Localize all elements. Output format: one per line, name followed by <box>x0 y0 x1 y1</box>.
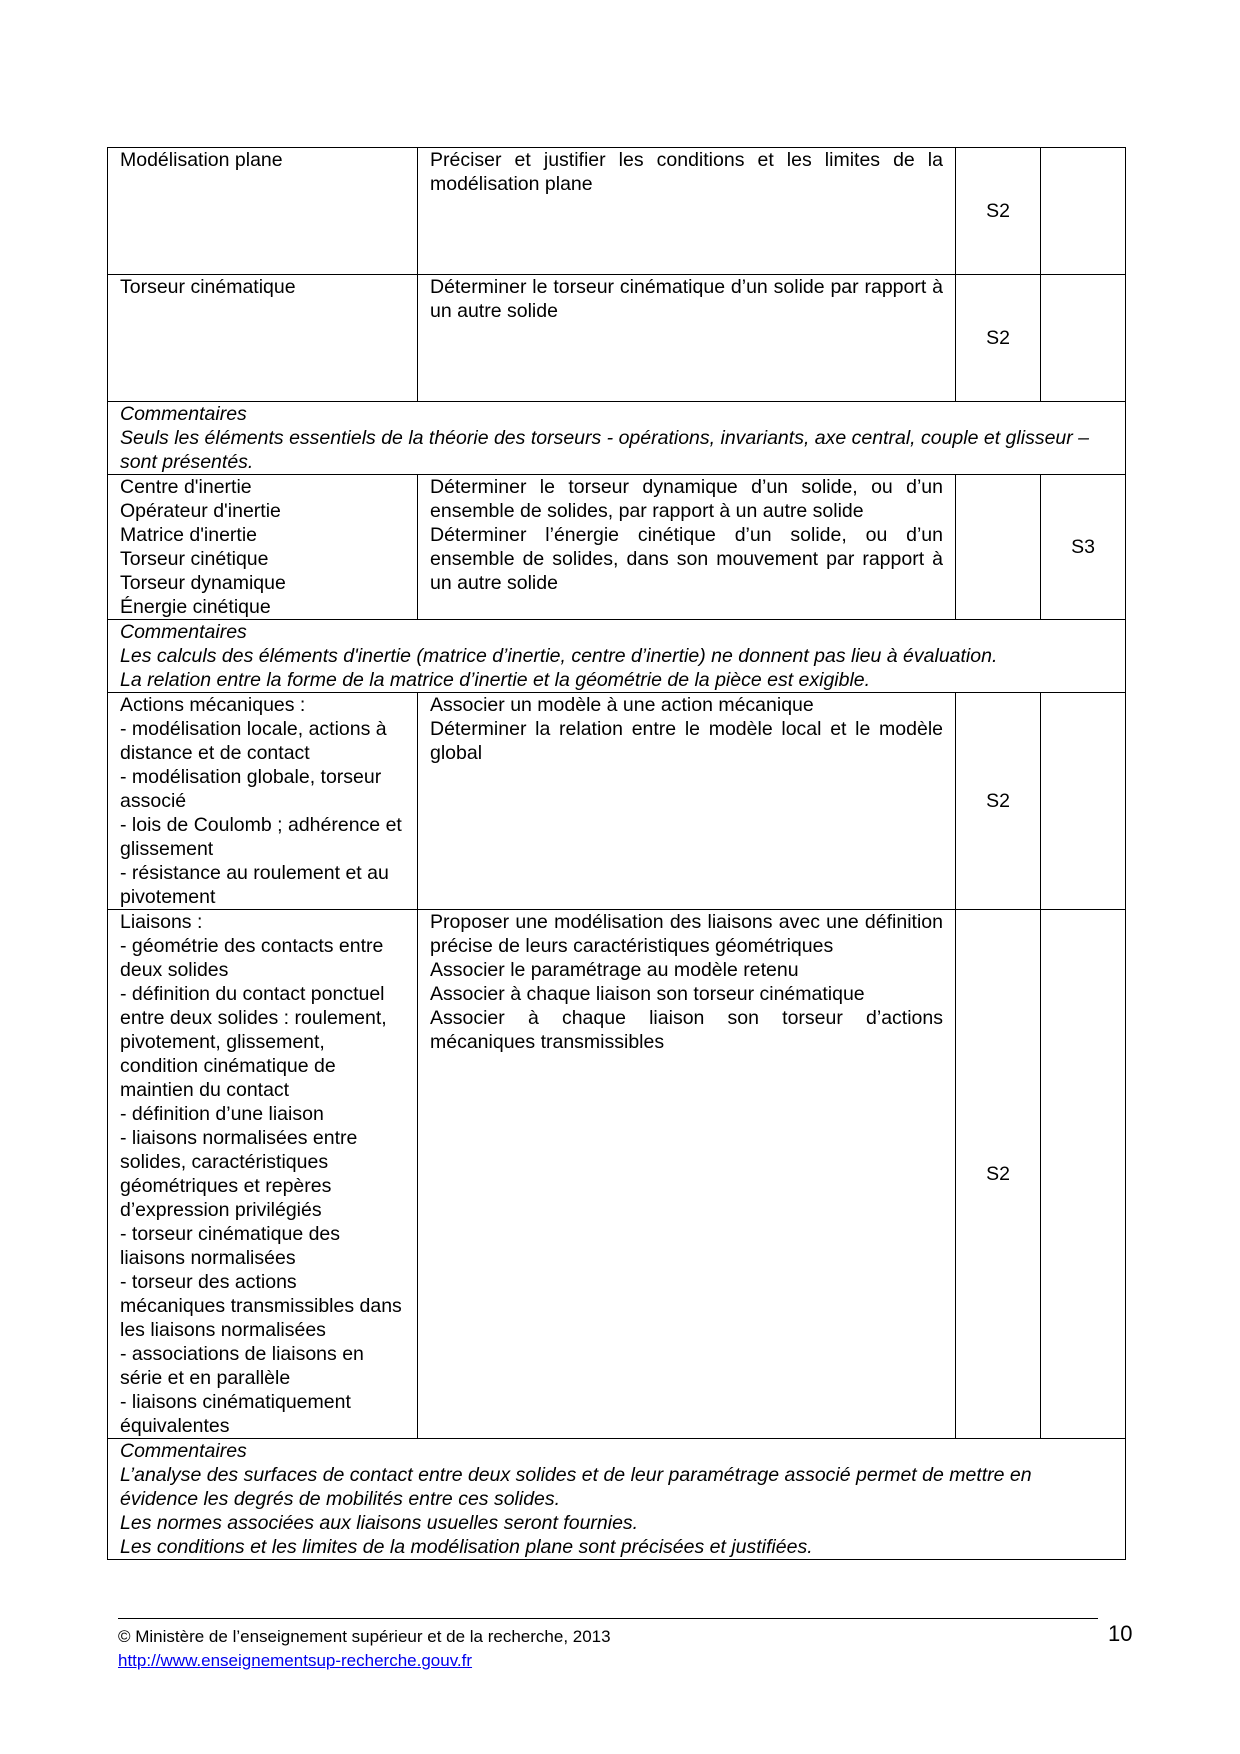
notion-cell: Centre d'inertie Opérateur d'inertie Matrice d'inertie Torseur cinétique Torseur dynamique Énergie cinétique <box>108 475 418 620</box>
comment-cell: Commentaires Seuls les éléments essentiels de la théorie des torseurs - opérations, invariants, axe central, couple et glisseur – sont présentés. <box>108 402 1126 475</box>
comment-row <box>108 1439 1126 1560</box>
table-row <box>108 910 1126 1439</box>
notion-cell: Liaisons : - géométrie des contacts entre deux solides - définition du contact ponctuel entre deux solides : roulement, pivotement, glissement, condition cinématique de maintien du contact - définition d’une liaison - liaisons normalisées entre solides, caractéristiques géométriques et repères d’expression privilégiés - torseur cinématique des liaisons normalisées - torseur des actions mécaniques transmissibles dans les liaisons normalisées - associations de liaisons en série et en parallèle - liaisons cinématiquement équivalentes <box>108 910 418 1439</box>
competence-cell: Déterminer le torseur dynamique d’un solide, ou d’un ensemble de solides, par rapport à un autre solide Déterminer l’énergie cinétique d’un solide, ou d’un ensemble de solides, dans son mouvement par rapport à un autre solide <box>418 475 956 620</box>
competence-cell: Déterminer le torseur cinématique d’un solide par rapport à un autre solide <box>418 275 956 402</box>
table-row <box>108 148 1126 275</box>
comment-row <box>108 402 1126 475</box>
notion-cell: Torseur cinématique <box>108 275 418 402</box>
copyright-text: © Ministère de l’enseignement supérieur et de la recherche, 2013 <box>118 1627 611 1646</box>
comment-row <box>108 620 1126 693</box>
semester-cell <box>1041 275 1126 402</box>
competence-cell: Proposer une modélisation des liaisons avec une définition précise de leurs caractéristiques géométriques Associer le paramétrage au modèle retenu Associer à chaque liaison son torseur cinématique Associer à chaque liaison son torseur d’actions mécaniques transmissibles <box>418 910 956 1439</box>
semester-cell: S3 <box>1041 475 1126 620</box>
semester-cell <box>1041 693 1126 910</box>
table-row <box>108 475 1126 620</box>
semester-cell <box>1041 148 1126 275</box>
comment-title: Commentaires <box>120 621 247 643</box>
program-table <box>107 147 1126 1560</box>
comment-title: Commentaires <box>120 1440 247 1462</box>
page-number: 10 <box>1108 1621 1133 1646</box>
notion-cell: Actions mécaniques : - modélisation locale, actions à distance et de contact - modélisation globale, torseur associé - lois de Coulomb ; adhérence et glissement - résistance au roulement et au pivotement <box>108 693 418 910</box>
semester-cell <box>1041 910 1126 1439</box>
footer <box>118 1625 611 1673</box>
semester-cell: S2 <box>956 693 1041 910</box>
comment-cell: Commentaires L’analyse des surfaces de contact entre deux solides et de leur paramétrage associé permet de mettre en évidence les degrés de mobilités entre ces solides. Les normes associées aux liaisons usuelles seront fournies. Les conditions et les limites de la modélisation plane sont précisées et justifiées. <box>108 1439 1126 1560</box>
semester-cell: S2 <box>956 910 1041 1439</box>
table-row <box>108 693 1126 910</box>
semester-cell: S2 <box>956 275 1041 402</box>
semester-cell: S2 <box>956 148 1041 275</box>
competence-cell: Associer un modèle à une action mécanique Déterminer la relation entre le modèle local et le modèle global <box>418 693 956 910</box>
footer-link[interactable]: http://www.enseignementsup-recherche.gouv.fr <box>118 1651 473 1670</box>
comment-cell: Commentaires Les calculs des éléments d'inertie (matrice d’inertie, centre d’inertie) ne donnent pas lieu à évaluation. La relation entre la forme de la matrice d’inertie et la géométrie de la pièce est exigible. <box>108 620 1126 693</box>
semester-cell <box>956 475 1041 620</box>
competence-cell: Préciser et justifier les conditions et les limites de la modélisation plane <box>418 148 956 275</box>
footer-rule <box>118 1618 1098 1619</box>
table-row <box>108 275 1126 402</box>
notion-cell: Modélisation plane <box>108 148 418 275</box>
comment-title: Commentaires <box>120 403 247 425</box>
